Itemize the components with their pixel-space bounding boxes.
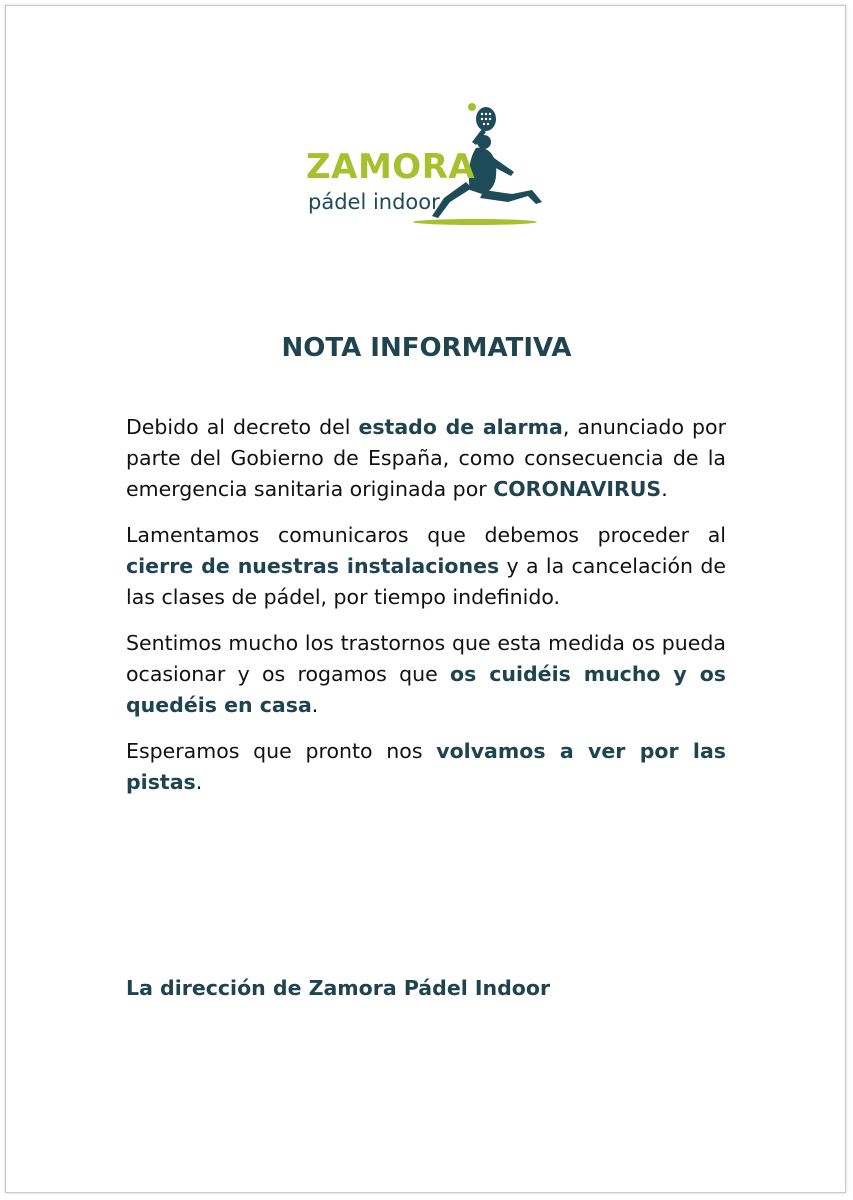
logo-wordmark: ZAMORA: [306, 147, 476, 187]
paragraph-text: Debido al decreto del: [126, 415, 359, 439]
paragraph-text: y a la cancelación de las clases de pádel, por tiempo indefinido.: [126, 554, 726, 609]
paragraph-text: Esperamos que pronto nos: [126, 739, 437, 763]
signature: La dirección de Zamora Pádel Indoor: [126, 976, 551, 1000]
paragraph-text: .: [195, 770, 203, 794]
paragraph-4: [126, 736, 726, 798]
paragraph-text: , anunciado por parte del Gobierno de España, como consecuencia de la emergencia sanitaria originada por: [126, 415, 726, 501]
paragraph-1: [126, 412, 726, 505]
paragraph-text: .: [661, 477, 668, 501]
club-logo: [300, 98, 550, 233]
paragraph-text: .: [311, 693, 319, 717]
logo-tagline: pádel indoor: [308, 190, 440, 214]
highlight-text: CORONAVIRUS: [493, 477, 662, 501]
highlight-text: cierre de nuestras instalaciones: [126, 554, 500, 578]
document-title: NOTA INFORMATIVA: [281, 333, 572, 363]
highlight-text: estado de alarma: [358, 415, 563, 439]
paragraph-2: [126, 520, 726, 613]
paragraph-text: Sentimos mucho los trastornos que esta medida os pueda ocasionar y os rogamos que: [126, 631, 726, 686]
notice-body: [126, 412, 726, 813]
highlight-text: os cuidéis mucho y os quedéis en casa: [126, 662, 726, 717]
paragraph-3: [126, 628, 726, 721]
paragraph-text: Lamentamos comunicaros que debemos proceder al: [126, 523, 726, 547]
highlight-text: volvamos a ver por las pistas: [126, 739, 726, 794]
